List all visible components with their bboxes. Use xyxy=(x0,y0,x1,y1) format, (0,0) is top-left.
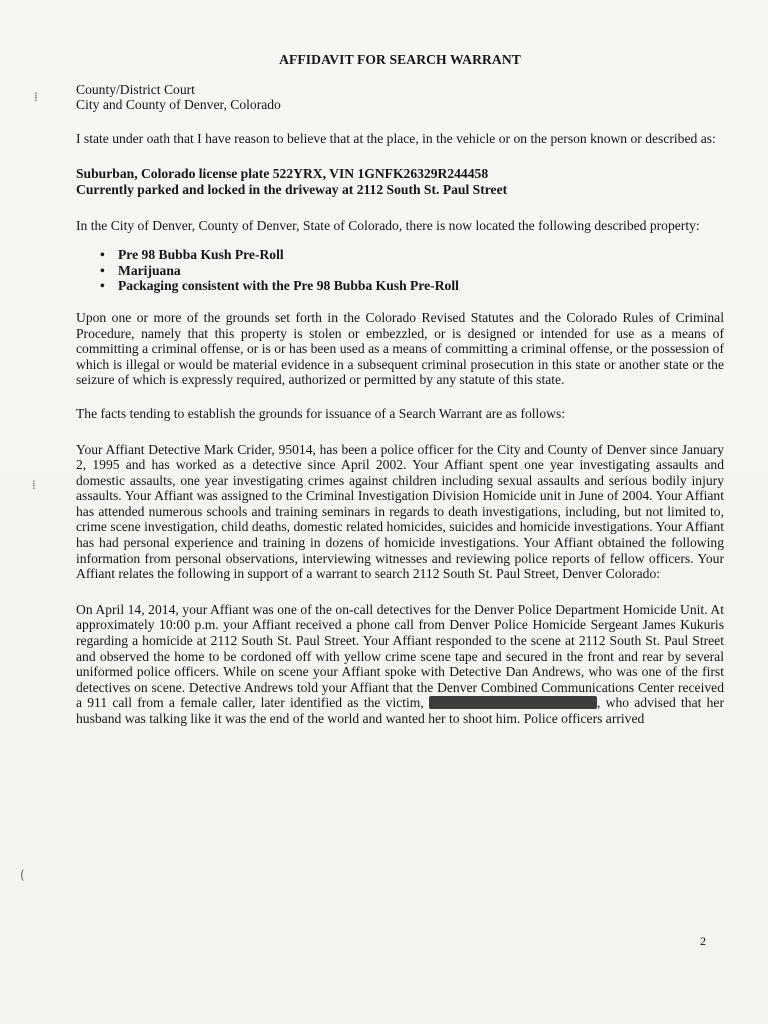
facts-intro: The facts tending to establish the grounds for issuance of a Search Warrant are as follows: xyxy=(76,405,566,421)
property-statement: In the City of Denver, County of Denver, State of Colorado, there is now located the following described property: xyxy=(76,217,700,233)
property-list-item: • Packaging consistent with the Pre 98 Bubba Kush Pre-Roll xyxy=(100,278,724,294)
margin-paren-mark: ( xyxy=(20,868,25,882)
oath-statement: I state under oath that I have reason to believe that at the place, in the vehicle or on the person known or described as: xyxy=(76,130,716,146)
search-target xyxy=(76,166,724,197)
narrative-text: On April 14, 2014, your Affiant was one of the on-call detectives for the Denver Police Department Homicide Unit. At approximately 10:00 p.m. your Affiant received a phone call from Denver Police Homicide Sergeant James Kukuris regarding a homicide at 2112 South St. Paul Street. Your Affiant responded to the scene at 2112 South St. Paul Street and observed the home to be cordoned off with yellow crime scene tape and secured in the front and rear by several uniformed police officers. While on scene your Affiant spoke with Detective Dan Andrews, who was one of the first detectives on scene. Detective Andrews told your Affiant that the Denver Combined Communications Center received a 911 call from a female caller, later identified as the victim, xyxy=(76,601,724,711)
incident-narrative-paragraph xyxy=(76,602,724,727)
vehicle-description: Suburban, Colorado license plate 522YRX, VIN 1GNFK26329R244458 xyxy=(76,166,489,182)
court-location-line: City and County of Denver, Colorado xyxy=(76,97,281,113)
affiant-background-paragraph: Your Affiant Detective Mark Crider, 95014, has been a police officer for the City and County of Denver since January 2, 1995 and has worked as a detective since April 2002. Your Affiant spent one year investigating assaults and domestic assaults, one year investigating crimes against children including sexual assaults and serious bodily injury assaults. Your Affiant was assigned to the Criminal Investigation Division Homicide unit in June of 2004. Your Affiant has attended numerous schools and training seminars in regards to death investigations, including, but not limited to, crime scene investigation, child deaths, domestic related homicides, suicides and homicide investigations. Your Affiant has had personal experience and training in dozens of homicide investigations. Your Affiant obtained the following information from personal observations, interviewing witnesses and reviewing police reports of fellow officers. Your Affiant relates the following in support of a warrant to search 2112 South St. Paul Street, Denver Colorado: xyxy=(76,441,724,582)
page-number: 2 xyxy=(700,934,706,948)
court-line: County/District Court xyxy=(76,81,195,97)
redacted-victim-name xyxy=(429,696,597,709)
property-list-item: • Pre 98 Bubba Kush Pre-Roll xyxy=(100,247,724,263)
grounds-paragraph: Upon one or more of the grounds set forth in the Colorado Revised Statutes and the Colorado Rules of Criminal Procedure, namely that this property is stolen or embezzled, or is designed or intended for use as a means of committing a criminal offense, or is or has been used as a means of committing a criminal offense, or the possession of which is illegal or would be material evidence in a subsequent criminal prosecution in this state or another state or the seizure of which is expressly required, authorized or permitted by any statute of this state. xyxy=(76,309,724,388)
vehicle-location: Currently parked and locked in the driveway at 2112 South St. Paul Street xyxy=(76,181,508,197)
property-list xyxy=(76,247,724,294)
margin-tick-mark: ⁞ xyxy=(32,478,36,492)
narrative-text-continued: , who advised that her husband was talking like it was the end of the world and wanted her to shoot him. Police officers arrived xyxy=(76,695,724,726)
court-heading xyxy=(76,82,724,113)
margin-tick-mark: ⁞ xyxy=(34,90,38,104)
property-list-item: • Marijuana xyxy=(100,263,724,279)
affidavit-body xyxy=(76,52,724,727)
document-title: AFFIDAVIT FOR SEARCH WARRANT xyxy=(279,52,521,67)
